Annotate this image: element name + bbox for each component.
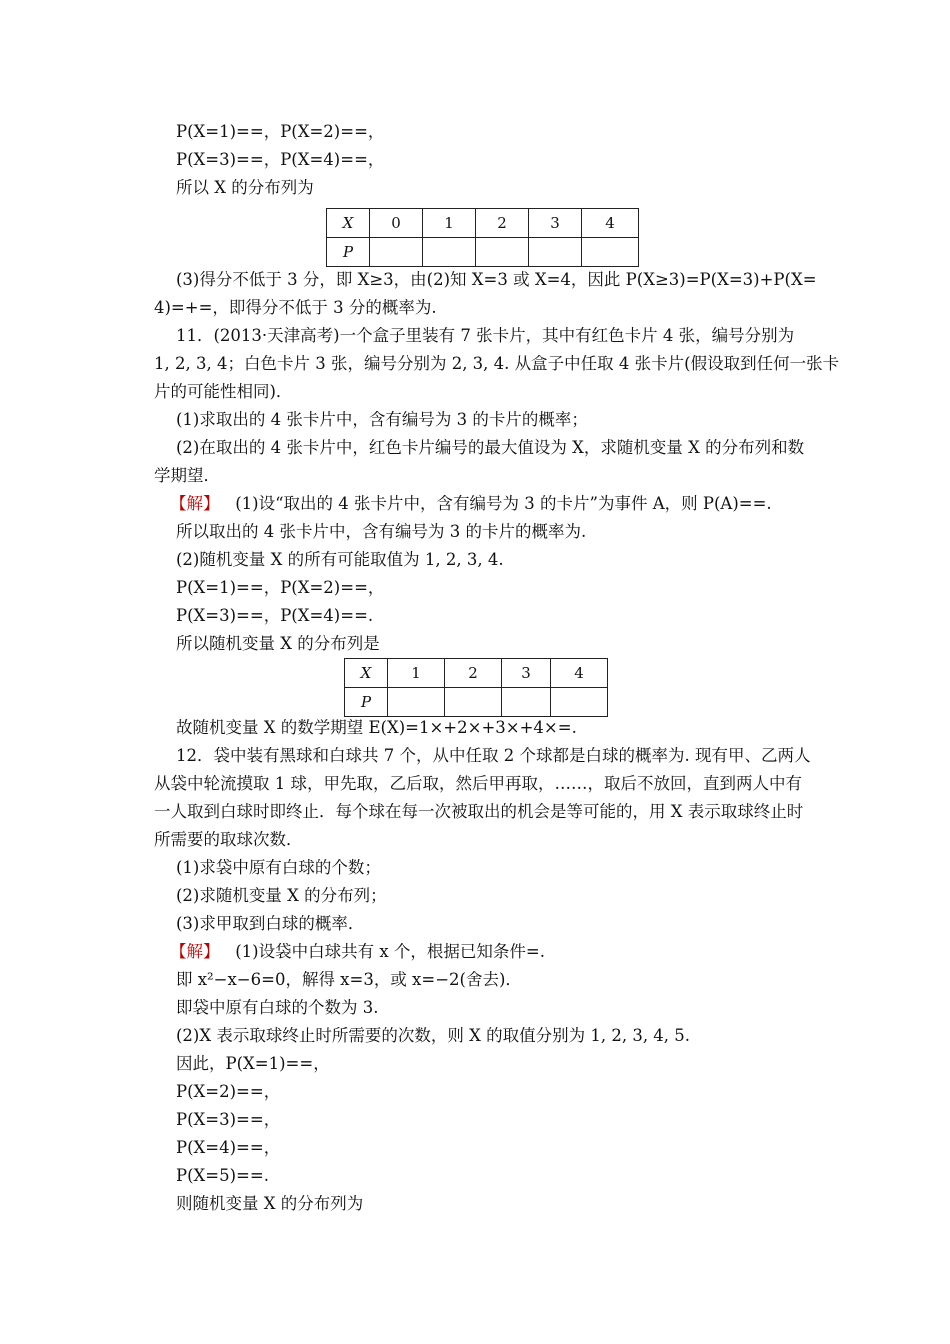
table-row [327, 238, 639, 267]
solution-tag: 【解】 [170, 494, 220, 513]
table-cell [476, 238, 529, 267]
solution-text: (1)设袋中白球共有 x 个，根据已知条件=. [235, 942, 545, 961]
table-row [345, 659, 608, 688]
text-line: 所以取出的 4 张卡片中，含有编号为 3 的卡片的概率为. [176, 522, 587, 541]
table-cell: 3 [502, 659, 551, 688]
text-line: 故随机变量 X 的数学期望 E(X)=1×+2×+3×+4×=. [176, 718, 577, 737]
text-line: (1)求取出的 4 张卡片中，含有编号为 3 的卡片的概率； [176, 410, 588, 429]
text-line: P(X=4)==， [176, 1138, 281, 1157]
text-line: 11．(2013·天津高考)一个盒子里装有 7 张卡片，其中有红色卡片 4 张，编号分别为 [176, 326, 795, 345]
text-line: 所以随机变量 X 的分布列是 [176, 634, 380, 653]
text-line: 即袋中原有白球的个数为 3. [176, 998, 379, 1017]
text-line: 1, 2, 3, 4；白色卡片 3 张，编号分别为 2, 3, 4. 从盒子中任取 4 张卡片(假设取到任何一张卡 [154, 354, 840, 373]
table-cell: 1 [388, 659, 445, 688]
solution-text: (1)设“取出的 4 张卡片中，含有编号为 3 的卡片”为事件 A，则 P(A)==. [235, 494, 772, 513]
text-line: (3)求甲取到白球的概率． [176, 914, 365, 933]
table-cell [370, 238, 423, 267]
table-cell: 0 [370, 209, 423, 238]
table-cell [388, 688, 445, 717]
table-cell: 3 [529, 209, 582, 238]
text-line: 学期望． [154, 466, 220, 485]
text-line: P(X=1)==，P(X=2)==， [176, 122, 385, 141]
text-line: 因此，P(X=1)==， [176, 1054, 330, 1073]
solution-line [170, 494, 772, 514]
table-cell [551, 688, 608, 717]
table-cell: 2 [445, 659, 502, 688]
text-line: P(X=3)==， [176, 1110, 281, 1129]
distribution-table-2 [344, 658, 608, 717]
table-cell [529, 238, 582, 267]
table-cell: 4 [582, 209, 639, 238]
text-line: 4)=+=，即得分不低于 3 分的概率为. [154, 298, 437, 317]
text-line: 片的可能性相同)． [154, 382, 293, 401]
text-line: P(X=3)==，P(X=4)==， [176, 150, 385, 169]
distribution-table-1 [326, 208, 639, 267]
table-cell: X [345, 659, 388, 688]
table-cell: P [345, 688, 388, 717]
text-line: (1)求袋中原有白球的个数； [176, 858, 381, 877]
text-line: (2)求随机变量 X 的分布列； [176, 886, 387, 905]
table-cell: X [327, 209, 370, 238]
text-line: 即 x²−x−6=0，解得 x=3，或 x=−2(舍去)． [176, 970, 522, 989]
text-line: P(X=1)==，P(X=2)==， [176, 578, 385, 597]
text-line: 所以 X 的分布列为 [176, 178, 314, 197]
text-line: 12．袋中装有黑球和白球共 7 个，从中任取 2 个球都是白球的概率为. 现有甲、乙两人 [176, 746, 811, 765]
text-line: 则随机变量 X 的分布列为 [176, 1194, 364, 1213]
table-cell [445, 688, 502, 717]
text-line: (2)X 表示取球终止时所需要的次数，则 X 的取值分别为 1, 2, 3, 4, 5. [176, 1026, 691, 1045]
text-line: 从袋中轮流摸取 1 球，甲先取，乙后取，然后甲再取，……，取后不放回，直到两人中有 [154, 774, 802, 793]
table-cell [502, 688, 551, 717]
text-line: P(X=2)==， [176, 1082, 281, 1101]
text-line: 所需要的取球次数． [154, 830, 303, 849]
text-line: (2)在取出的 4 张卡片中，红色卡片编号的最大值设为 X，求随机变量 X 的分布列和数 [176, 438, 805, 457]
table-row [327, 209, 639, 238]
text-line: (3)得分不低于 3 分，即 X≥3，由(2)知 X=3 或 X=4，因此 P(X≥3)=P(X=3)+P(X= [176, 270, 817, 289]
table-cell: 2 [476, 209, 529, 238]
table-cell: 1 [423, 209, 476, 238]
text-line: (2)随机变量 X 的所有可能取值为 1, 2, 3, 4. [176, 550, 504, 569]
solution-tag: 【解】 [170, 942, 220, 961]
table-cell [582, 238, 639, 267]
text-line: P(X=5)==. [176, 1166, 269, 1185]
text-line: 一人取到白球时即终止．每个球在每一次被取出的机会是等可能的，用 X 表示取球终止时 [154, 802, 804, 821]
text-line: P(X=3)==，P(X=4)==. [176, 606, 374, 625]
solution-line [170, 942, 545, 962]
table-cell: P [327, 238, 370, 267]
table-cell [423, 238, 476, 267]
table-row [345, 688, 608, 717]
table-cell: 4 [551, 659, 608, 688]
